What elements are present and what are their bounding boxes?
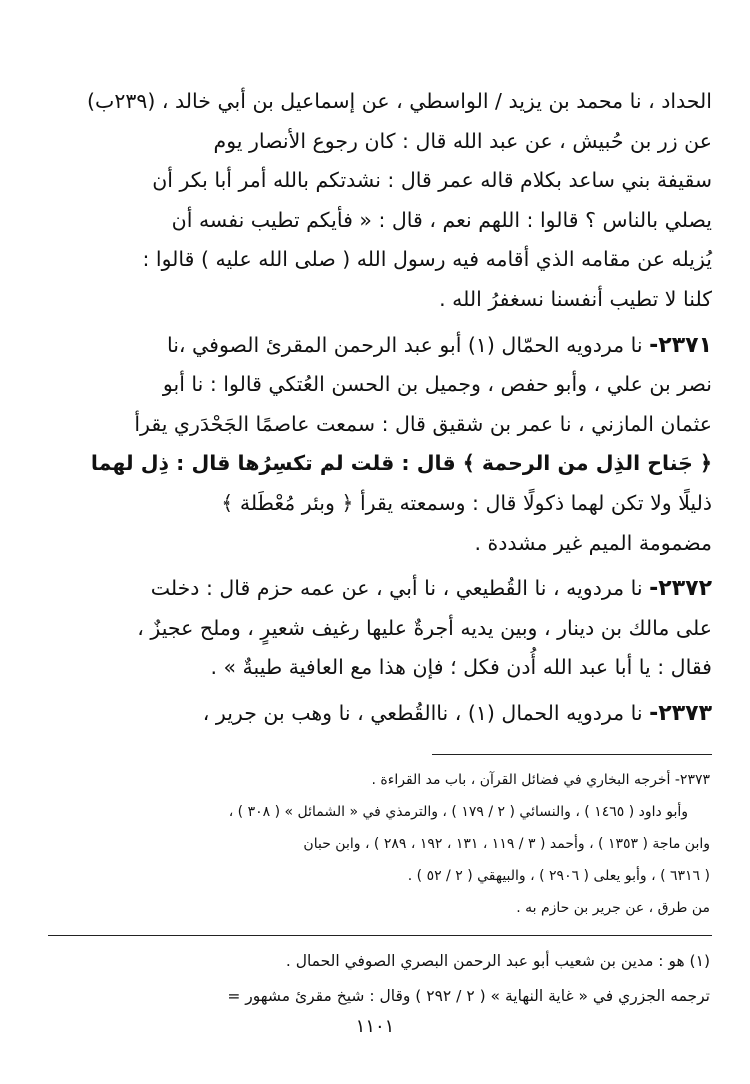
- text-line: سقيفة بني ساعد بكلام قاله عمر قال : نشدتكم بالله أمر أبا بكر أن: [152, 168, 712, 193]
- main-text: [48, 82, 712, 734]
- footnote-line: وأبو داود ( ١٤٦٥ ) ، والنسائي ( ٢ / ١٧٩ ) ، والترمذي في « الشمائل » ( ٣٠٨ ) ،: [228, 804, 688, 820]
- hadith-number: ٢٣٧١-: [649, 332, 712, 358]
- text-span: نا مردويه ، نا القُطيعي ، نا أبي ، عن عمه حزم قال : دخلت: [150, 576, 643, 601]
- text-line: ذليلًا ولا تكن لهما ذكولًا قال : وسمعته يقرأ ﴿ وبئر مُعْطَلة ﴾: [221, 490, 712, 515]
- footnote-separator-short: [432, 754, 712, 755]
- text-line: [48, 326, 712, 366]
- text-line: كلنا لا تطيب أنفسنا نسغفرُ الله .: [439, 286, 712, 311]
- paragraph-1: [48, 82, 712, 320]
- text-line: الحداد ، نا محمد بن يزيد / الواسطي ، عن إسماعيل بن أبي خالد ، (٢٣٩ب): [87, 89, 712, 113]
- hadith-number: ٢٣٧٢-: [649, 576, 712, 602]
- text-span: نا مردويه الحمّال (١) أبو عبد الرحمن المقرئ الصوفي ،نا: [166, 332, 643, 357]
- footnote-line: وابن ماجة ( ١٣٥٣ ) ، وأحمد ( ٣ / ١١٩ ، ١٣١ ، ١٩٢ ، ٢٨٩ ) ، وابن حبان: [303, 836, 710, 852]
- hadith-number: ٢٣٧٣-: [649, 700, 712, 726]
- paragraph-2372: [48, 569, 712, 688]
- footnote-separator-full: [48, 935, 712, 936]
- text-line: [48, 569, 712, 609]
- text-line: يصلي بالناس ؟ قالوا : اللهم نعم ، قال : « فأيكم تطيب نفسه أن: [171, 207, 712, 232]
- text-line: [48, 694, 712, 734]
- footnote-line: من طرق ، عن جرير بن حازم به .: [516, 900, 710, 916]
- page-number: ١١٠١: [355, 1016, 395, 1037]
- text-line: يُزيله عن مقامه الذي أقامه فيه رسول الله ( صلى الله عليه ) قالوا :: [142, 247, 712, 272]
- footnote-line: ترجمه الجزري في « غاية النهاية » ( ٢ / ٢٩٢ ) وقال : شيخ مقرئ مشهور =: [227, 987, 710, 1005]
- footnote-line: ( ٦٣١٦ ) ، وأبو يعلى ( ٢٩٠٦ ) ، والبيهقي ( ٢ / ٥٢ ) .: [407, 868, 710, 884]
- footnote-line: ٢٣٧٣- أخرجه البخاري في فضائل القرآن ، باب مد القراءة .: [371, 772, 710, 788]
- text-line: عثمان المازني ، نا عمر بن شقيق قال : سمعت عاصمًا الجَحْدَري يقرأ: [134, 411, 712, 436]
- text-span: نا مردويه الحمال (١) ، ناالقُطعي ، نا وهب بن جرير ،: [202, 700, 643, 725]
- text-line: على مالك بن دينار ، وبين يديه أجرةٌ عليها رغيف شعيرٍ ، وملح عجيزٌ ،: [137, 615, 712, 640]
- text-line: فقال : يا أبا عبد الله أُدن فكل ؛ فإن هذا مع العافية طيبةٌ » .: [210, 655, 712, 680]
- footnote-line: (١) هو : مدين بن شعيب أبو عبد الرحمن البصري الصوفي الحمال .: [285, 952, 710, 970]
- takhrij-footnotes: [60, 764, 710, 924]
- text-line: نصر بن علي ، وأبو حفص ، وجميل بن الحسن العُتكي قالوا : نا أبو: [162, 372, 712, 397]
- bottom-footnotes: [48, 944, 710, 1014]
- paragraph-2371: [48, 326, 712, 564]
- paragraph-2373: [48, 694, 712, 734]
- text-line: مضمومة الميم غير مشددة .: [474, 530, 712, 555]
- text-line: عن زر بن حُبيش ، عن عبد الله قال : كان رجوع الأنصار يوم: [213, 128, 712, 153]
- text-line: ﴿ جَناح الذِل من الرحمة ﴾ قال : قلت لم تكسِرُها قال : ذِل لهما: [90, 451, 712, 476]
